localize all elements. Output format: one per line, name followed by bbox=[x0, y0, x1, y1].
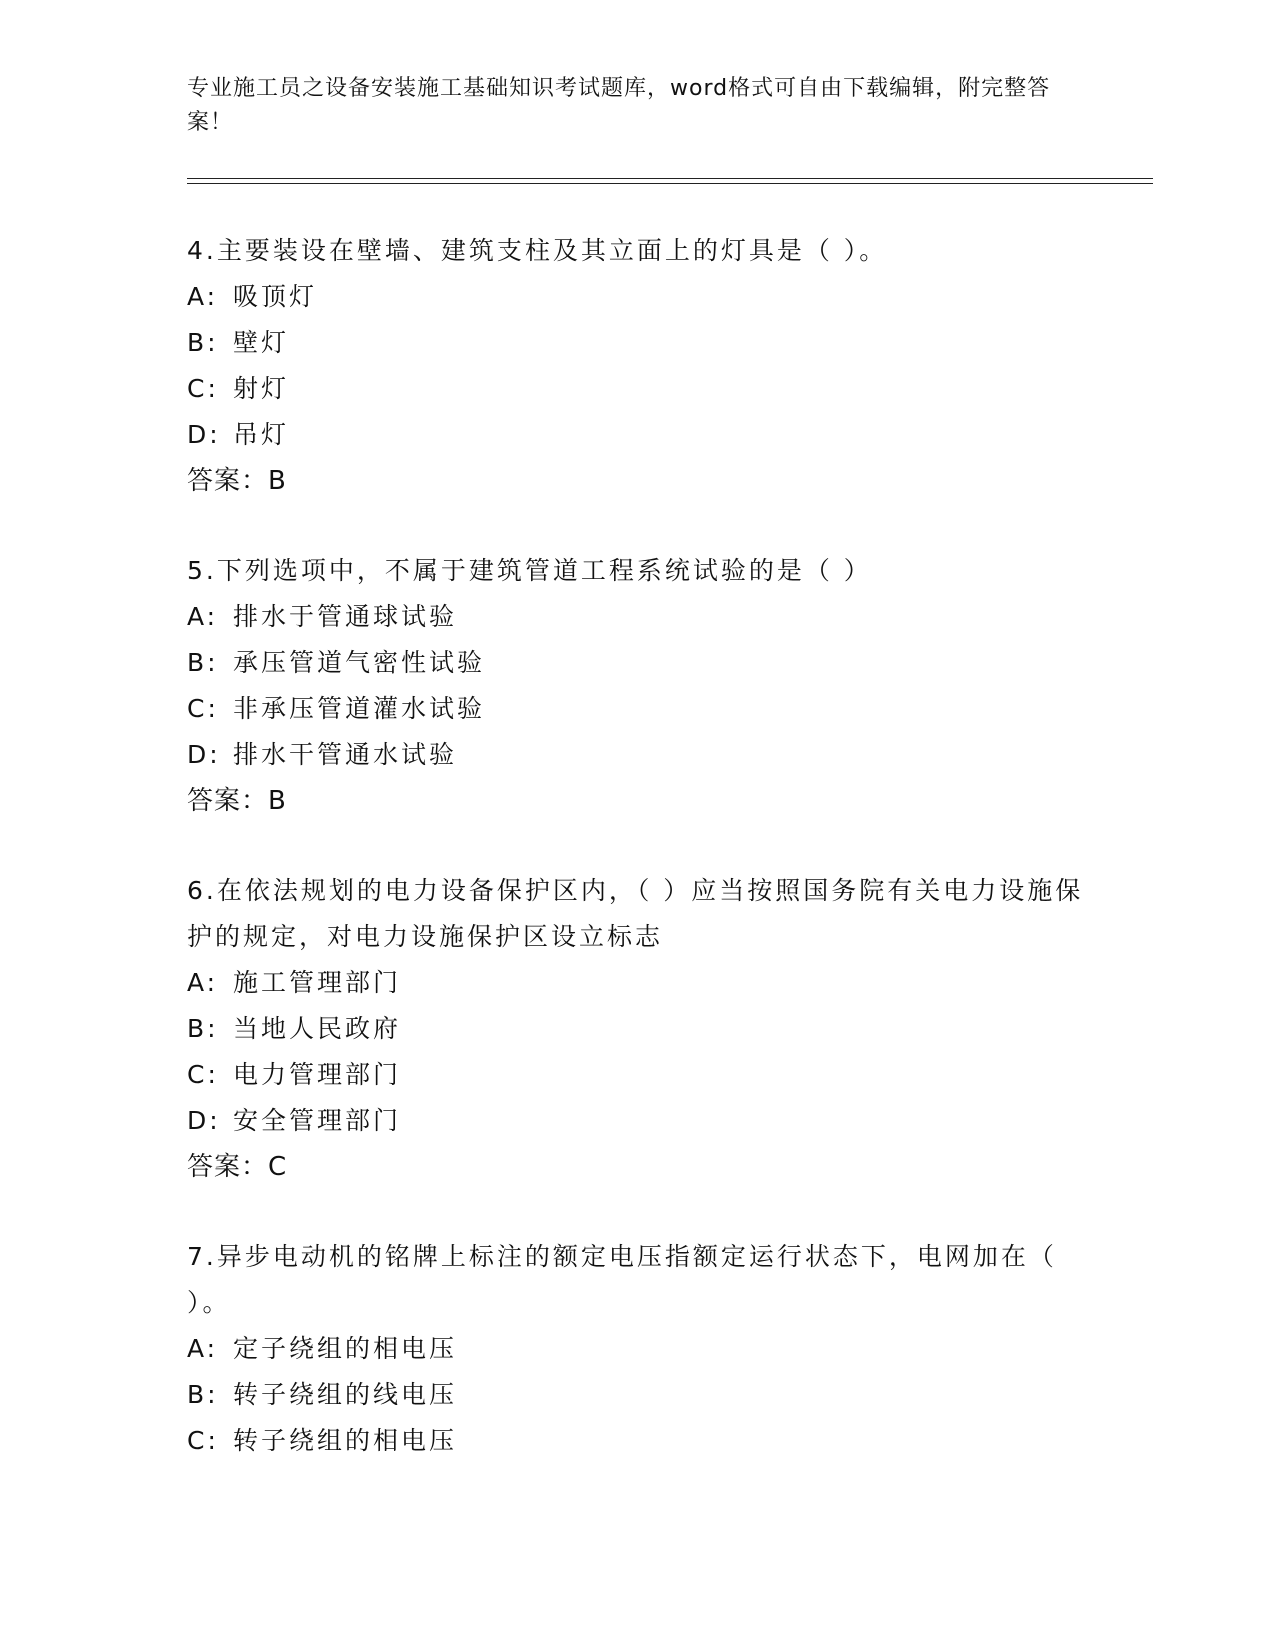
option-a: A: 吸顶灯 bbox=[187, 282, 318, 311]
answer: 答案：C bbox=[187, 1152, 288, 1182]
header-divider bbox=[187, 178, 1153, 179]
option-d: D: 安全管理部门 bbox=[187, 1106, 402, 1135]
question-list bbox=[187, 228, 1087, 1508]
option-a: A: 定子绕组的相电压 bbox=[187, 1334, 458, 1363]
answer: 答案：B bbox=[187, 786, 287, 816]
option-c: C: 转子绕组的相电压 bbox=[187, 1426, 458, 1455]
question-5 bbox=[187, 548, 1087, 824]
option-b: B: 承压管道气密性试验 bbox=[187, 648, 486, 677]
question-stem: 5.下列选项中，不属于建筑管道工程系统试验的是（ ） bbox=[187, 556, 872, 585]
question-stem: 7.异步电动机的铭牌上标注的额定电压指额定运行状态下，电网加在（ ）。 bbox=[187, 1242, 1057, 1317]
option-d: D: 排水干管通水试验 bbox=[187, 740, 458, 769]
option-b: B: 转子绕组的线电压 bbox=[187, 1380, 458, 1409]
option-c: C: 电力管理部门 bbox=[187, 1060, 402, 1089]
option-a: A: 排水于管通球试验 bbox=[187, 602, 458, 631]
option-c: C: 非承压管道灌水试验 bbox=[187, 694, 486, 723]
header-divider-second bbox=[187, 183, 1153, 184]
option-a: A: 施工管理部门 bbox=[187, 968, 402, 997]
option-b: B: 当地人民政府 bbox=[187, 1014, 402, 1043]
option-c: C: 射灯 bbox=[187, 374, 290, 403]
option-b: B: 壁灯 bbox=[187, 328, 290, 357]
question-stem: 4.主要装设在壁墙、建筑支柱及其立面上的灯具是（ ）。 bbox=[187, 236, 888, 265]
question-7 bbox=[187, 1234, 1087, 1464]
question-4 bbox=[187, 228, 1087, 504]
question-stem: 6.在依法规划的电力设备保护区内，（ ）应当按照国务院有关电力设施保护的规定，对电力设施保护区设立标志 bbox=[187, 876, 1084, 951]
option-d: D: 吊灯 bbox=[187, 420, 290, 449]
answer: 答案：B bbox=[187, 466, 287, 496]
question-6 bbox=[187, 868, 1087, 1190]
document-header: 专业施工员之设备安装施工基础知识考试题库，word格式可自由下载编辑，附完整答案！ bbox=[187, 76, 1051, 135]
